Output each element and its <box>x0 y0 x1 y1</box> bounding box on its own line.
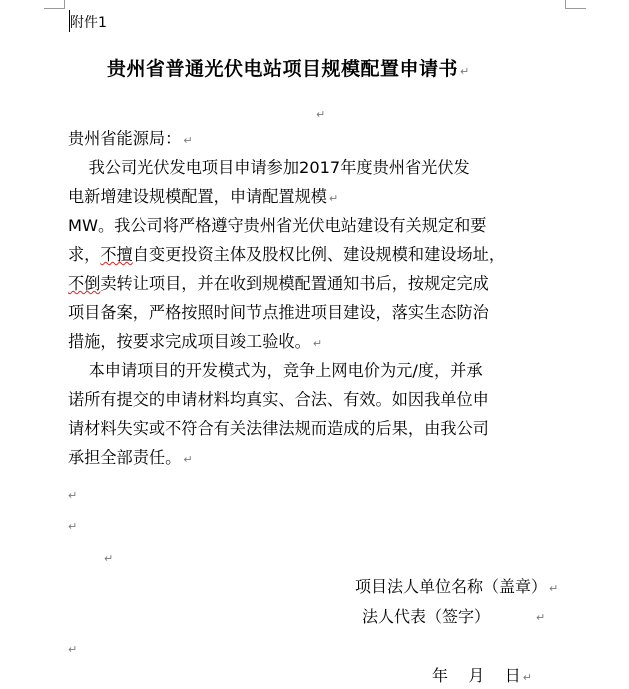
spellcheck-underline: 不擅 <box>100 245 133 264</box>
signature-date[interactable] <box>432 666 532 688</box>
body-line[interactable] <box>68 332 322 354</box>
crop-mark-top-left <box>44 0 65 9</box>
paragraph-mark-icon: ↵ <box>183 134 193 147</box>
paragraph-mark-icon: ↵ <box>549 582 559 595</box>
paragraph-mark-icon: ↵ <box>460 65 470 78</box>
body-line[interactable]: MW。我公司将严格遵守贵州省光伏电站建设有关规定和要 <box>68 216 487 235</box>
salutation-text: 贵州省能源局： <box>68 129 182 148</box>
body-line[interactable]: 请材料失实或不符合有关法律法规而造成的后果，由我公司 <box>68 419 489 438</box>
paragraph-mark-icon: ↵ <box>68 489 78 502</box>
paragraph-mark-icon: ↵ <box>68 643 78 656</box>
body-line-text: 承担全部责任。 <box>68 448 182 467</box>
body-line[interactable]: 本申请项目的开发模式为，竞争上网电价为元/度，并承 <box>68 361 483 380</box>
body-line[interactable]: 不倒卖转让项目，并在收到规模配置通知书后，按规定完成 <box>68 274 489 293</box>
signature-legal-rep[interactable] <box>362 607 490 627</box>
crop-mark-top-right <box>565 0 586 9</box>
body-line[interactable]: 求，不擅自变更投资主体及股权比例、建设规模和建设场址， <box>68 245 506 264</box>
paragraph-mark-icon: ↵ <box>68 520 78 533</box>
paragraph-mark-icon: ↵ <box>183 453 193 466</box>
paragraph-mark-icon: ↵ <box>329 192 339 205</box>
paragraph-mark-icon: ↵ <box>104 552 114 565</box>
attachment-label[interactable]: 附件1 <box>70 15 107 31</box>
body-line[interactable] <box>68 187 338 209</box>
body-line[interactable]: 项目备案，严格按照时间节点推进项目建设，落实生态防治 <box>68 303 489 322</box>
body-line[interactable] <box>68 448 193 470</box>
signature-legal-rep-text: 法人代表（签字） <box>362 607 491 626</box>
body-line-text: 电新增建设规模配置，申请配置规模 <box>68 187 327 206</box>
body-line[interactable]: 诺所有提交的申请材料均真实、合法、有效。如因我单位申 <box>68 390 489 409</box>
title-text: 贵州省普通光伏电站项目规模配置申请书 <box>107 58 459 80</box>
paragraph-mark-icon: ↵ <box>312 337 323 350</box>
paragraph-mark-icon: ↵ <box>536 611 546 624</box>
document-title[interactable] <box>107 59 470 82</box>
body-line-text: 措施，按要求完成项目竣工验收。 <box>68 332 311 351</box>
salutation[interactable] <box>68 129 193 151</box>
signature-unit-text: 项目法人单位名称（盖章） <box>355 577 548 596</box>
paragraph-mark-icon: ↵ <box>522 671 532 684</box>
signature-date-text: 年 月 日 <box>432 666 521 685</box>
body-line[interactable]: 我公司光伏发电项目申请参加2017年度贵州省光伏发 <box>68 158 470 177</box>
spellcheck-underline: 不倒 <box>68 274 101 293</box>
signature-unit-name[interactable] <box>355 577 558 599</box>
paragraph-mark-icon: ↵ <box>316 108 326 121</box>
